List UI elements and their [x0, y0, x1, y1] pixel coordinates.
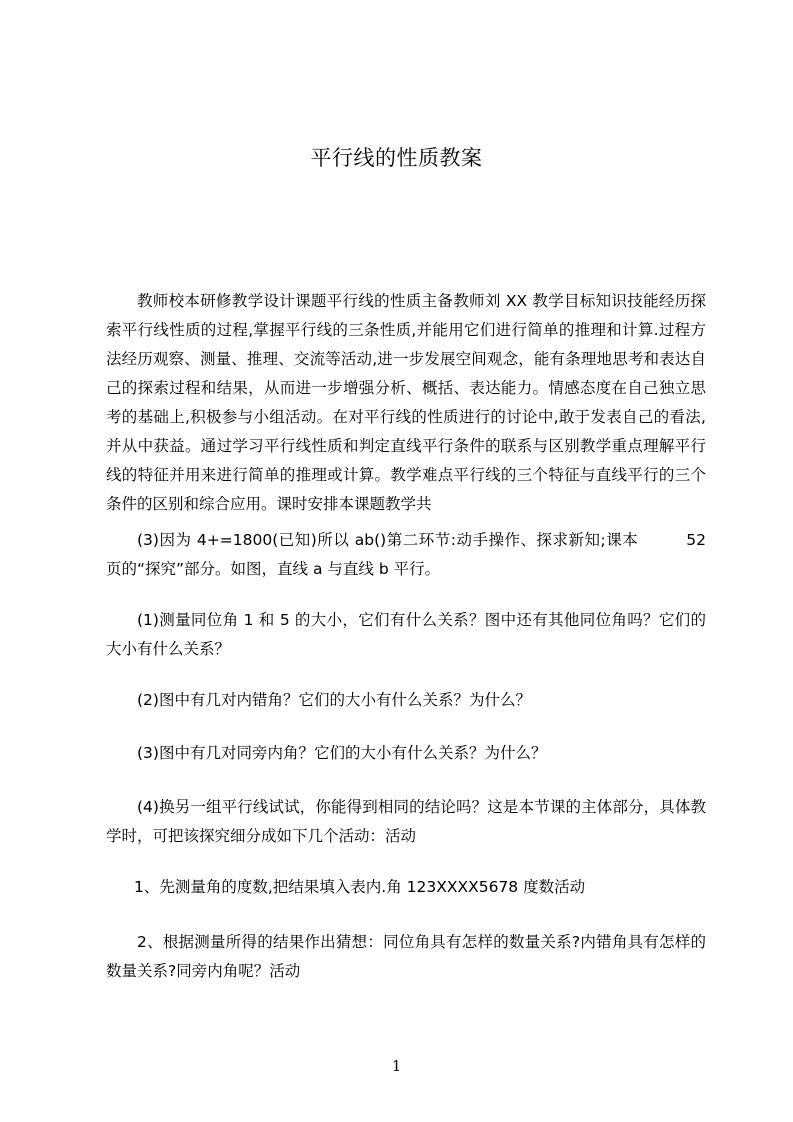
paragraph-step-two — [106, 526, 706, 584]
activity-1: 1、先测量角的度数,把结果填入表内.角 123XXXX5678 度数活动 — [134, 878, 586, 896]
question-4: (4)换另一组平行线试试，你能得到相同的结论吗？这是本节课的主体部分，具体教学时，可把该探究细分成如下几个活动：活动 — [106, 798, 706, 845]
document-title: 平行线的性质教案 — [310, 146, 483, 170]
paragraph-step-two-part-a: (3)因为 4+=1800(已知)所以 ab()第二环节:动手操作、探求新知;课本 — [137, 531, 639, 549]
activity-2: 2、根据测量所得的结果作出猜想：同位角具有怎样的数量关系?内错角具有怎样的数量关系?同旁内角呢？活动 — [106, 933, 706, 980]
paragraph-intro: 教师校本研修教学设计课题平行线的性质主备教师刘 XX 教学目标知识技能经历探索平行线性质的过程,掌握平行线的三条性质,并能用它们进行简单的推理和计算.过程方法经历观察、测量、推理、交流等活动,进一步发展空间观念，能有条理地思考和表达自己的探索过程和结果，从而进一步增强分析、概括、表达能力。情感态度在自己独立思考的基础上,积极参与小组活动。在对平行线的性质进行的讨论中,敢于发表自己的看法,并从中获益。通过学习平行线性质和判定直线平行条件的联系与区别教学重点理解平行线的特征并用来进行简单的推理或计算。教学难点平行线的三个特征与直线平行的三个条件的区别和综合应用。课时安排本课题教学共 — [106, 292, 706, 513]
page-number: 1 — [391, 1057, 402, 1075]
question-3: (3)图中有几对同旁内角？它们的大小有什么关系？为什么？ — [137, 744, 547, 762]
question-1: (1)测量同位角 1 和 5 的大小，它们有什么关系？图中还有其他同位角吗？它们的大小有什么关系？ — [106, 611, 706, 658]
paragraph-step-two-part-b: 52 页的“探究”部分。如图，直线 a 与直线 b 平行。 — [106, 531, 706, 578]
question-2: (2)图中有几对内错角？它们的大小有什么关系？为什么？ — [137, 691, 531, 709]
